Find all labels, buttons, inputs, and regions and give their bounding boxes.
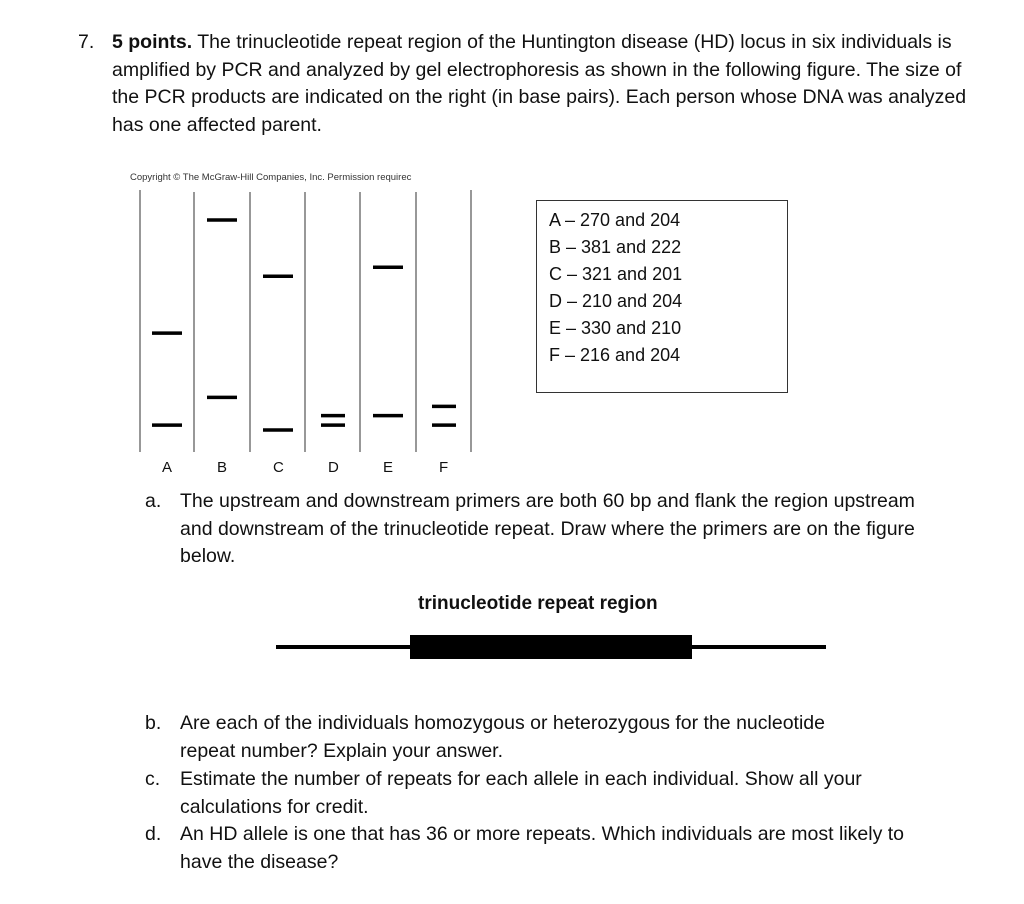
part-c-letter: c. — [145, 768, 161, 790]
lane-label-f: F — [439, 459, 449, 476]
copyright-notice: Copyright © The McGraw-Hill Companies, Inc. Permission requirec — [130, 172, 412, 183]
legend-entry-f: F – 216 and 204 — [549, 345, 681, 365]
part-d-text: An HD allele is one that has 36 or more repeats. Which individuals are most likely to have the disease? — [180, 823, 905, 873]
diagram-label: trinucleotide repeat region — [418, 593, 658, 614]
legend-entry-a: A – 270 and 204 — [549, 210, 681, 230]
legend-entry-b: B – 381 and 222 — [549, 237, 682, 257]
lane-label-b: B — [217, 459, 228, 476]
lane-label-c: C — [273, 459, 284, 476]
lane-label-a: A — [162, 459, 173, 476]
part-a-text: The upstream and downstream primers are both 60 bp and flank the region upstream and downstream of the trinucleotide repeat. Draw where the primers are on the figure below. — [180, 490, 915, 567]
lane-label-e: E — [383, 459, 394, 476]
legend-entry-c: C – 321 and 201 — [549, 264, 683, 284]
part-b-text: Are each of the individuals homozygous or heterozygous for the nucleotide repeat number? Explain your answer. — [180, 712, 825, 762]
part-c-text: Estimate the number of repeats for each allele in each individual. Show all your calculations for credit. — [180, 768, 862, 818]
part-b-letter: b. — [145, 712, 162, 734]
part-d-letter: d. — [145, 823, 162, 845]
question-points: 5 points. — [112, 31, 193, 53]
question-intro-text: The trinucleotide repeat region of the Huntington disease (HD) locus in six individuals is amplified by PCR and analyzed by gel electrophoresis as shown in the following figure. The size of the PCR products are indicated on the right (in base pairs). Each person whose DNA was analyzed has one affected parent. — [112, 31, 967, 136]
legend-entry-e: E – 330 and 210 — [549, 318, 682, 338]
lane-label-d: D — [328, 459, 339, 476]
legend-entry-d: D – 210 and 204 — [549, 291, 683, 311]
question-number: 7. — [78, 31, 95, 53]
repeat-region-block — [410, 635, 692, 659]
part-a-letter: a. — [145, 490, 162, 512]
